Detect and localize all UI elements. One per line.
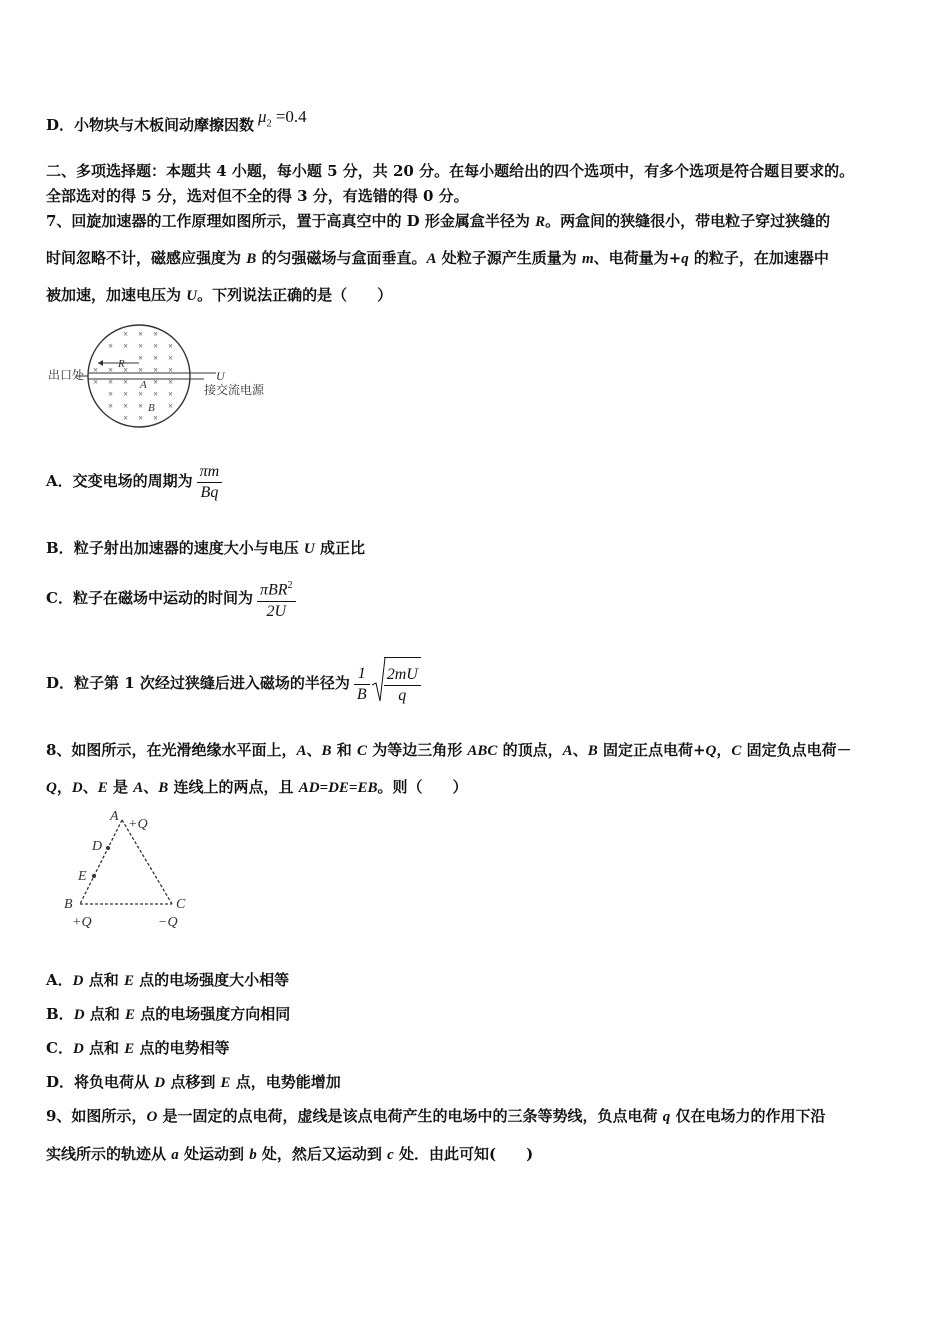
field-cross: × xyxy=(123,329,129,339)
exit-label: 出口处 xyxy=(48,368,85,382)
q7-option-d: D．粒子第 1 次经过狭缝后进入磁场的半径为 $\frac{1}{B}$ $\frac{2mU}{q}$ xyxy=(46,656,421,710)
field-cross: × xyxy=(153,341,159,351)
vertex-B-charge: +Q xyxy=(72,915,92,930)
ac-source-label: 接交流电源 xyxy=(204,383,265,397)
field-cross: × xyxy=(138,353,144,363)
point-D xyxy=(106,846,110,850)
field-cross: × xyxy=(168,401,174,411)
field-cross: × xyxy=(138,401,144,411)
q8-option-d: D．将负电荷从 D 点移到 E 点，电势能增加 xyxy=(46,1073,341,1091)
triangle-figure xyxy=(46,808,206,938)
radius-sqrt: $\frac{2mU}{q}$ xyxy=(372,657,421,712)
q7-option-b: B．粒子射出加速器的速度大小与电压 U 成正比 xyxy=(46,539,365,557)
vertex-C-label: C xyxy=(176,897,186,912)
field-cross: × xyxy=(138,341,144,351)
field-cross: × xyxy=(123,389,129,399)
B-label: B xyxy=(148,402,155,414)
field-cross: × xyxy=(138,413,144,423)
field-cross: × xyxy=(93,365,99,375)
field-cross: × xyxy=(138,365,144,375)
point-E-label: E xyxy=(78,869,87,884)
U-label: U xyxy=(216,369,225,383)
field-cross: × xyxy=(108,365,114,375)
q7-stem-line1: 7、回旋加速器的工作原理如图所示，置于高真空中的 D 形金属盒半径为 R。两盒间的狭缝很小，带电粒子穿过狭缝的 xyxy=(46,212,831,230)
field-cross: × xyxy=(93,377,99,387)
field-cross: × xyxy=(168,353,174,363)
vertex-C-charge: −Q xyxy=(158,915,178,930)
radius-arrow-head xyxy=(98,360,103,366)
q7-stem-line3: 被加速，加速电压为 U。下列说法正确的是（ ） xyxy=(46,286,393,304)
mu2-formula: $\mu_2 =0.4$ xyxy=(258,107,307,130)
field-cross: × xyxy=(168,389,174,399)
radius-fraction: $\frac{1}{B}$ xyxy=(354,664,370,705)
q8-option-a: A．D 点和 E 点的电场强度大小相等 xyxy=(46,971,290,989)
point-E xyxy=(92,874,96,878)
field-cross: × xyxy=(138,329,144,339)
vertex-B-label: B xyxy=(64,897,73,912)
q8-option-b: B．D 点和 E 点的电场强度方向相同 xyxy=(46,1005,291,1023)
field-cross: × xyxy=(108,341,114,351)
q9-stem-line2: 实线所示的轨迹从 a 处运动到 b 处，然后又运动到 c 处．由此可知( ) xyxy=(46,1145,534,1163)
field-cross: × xyxy=(153,353,159,363)
field-cross: × xyxy=(168,377,174,387)
q9-stem-line1: 9、如图所示，O 是一固定的点电荷，虚线是该点电荷产生的电场中的三条等势线，负点电荷 q 仅在电场力的作用下沿 xyxy=(46,1107,826,1125)
field-cross: × xyxy=(123,401,129,411)
field-cross: × xyxy=(168,341,174,351)
period-fraction: $\frac{\pi m}{Bq}$ xyxy=(197,462,223,503)
side-AB xyxy=(80,820,122,904)
field-cross: × xyxy=(153,389,159,399)
field-cross: × xyxy=(123,341,129,351)
vertex-A-label: A xyxy=(110,809,119,824)
field-cross: × xyxy=(123,365,129,375)
field-cross: × xyxy=(153,365,159,375)
point-D-label: D xyxy=(92,839,103,854)
q8-stem-line2: Q，D、E 是 A、B 连线上的两点，且 AD=DE=EB。则（ ） xyxy=(46,778,468,796)
section-2-heading: 二、多项选择题：本题共 4 小题，每小题 5 分，共 20 分。在每小题给出的四个选项中，有多个选项是符合题目要求的。 xyxy=(46,162,855,180)
field-cross: × xyxy=(168,365,174,375)
q7-stem-line2: 时间忽略不计，磁感应强度为 B 的匀强磁场与盒面垂直。A 处粒子源产生质量为 m、电荷量为+q 的粒子，在加速器中 xyxy=(46,249,829,267)
field-cross: × xyxy=(153,377,159,387)
field-cross: × xyxy=(123,377,129,387)
q7-option-a: A．交变电场的周期为 $\frac{\pi m}{Bq}$ xyxy=(46,458,222,504)
cyclotron-figure xyxy=(46,318,286,436)
q7-option-c: C．粒子在磁场中运动的时间为 $\frac{\pi BR^2}{2U}$ xyxy=(46,575,296,621)
q8-stem-line1: 8、如图所示，在光滑绝缘水平面上，A、B 和 C 为等边三角形 ABC 的顶点，A、B 固定正点电荷+Q，C 固定负点电荷－ xyxy=(46,741,852,759)
field-cross: × xyxy=(123,413,129,423)
section-2-scoring: 全部选对的得 5 分，选对但不全的得 3 分，有选错的得 0 分。 xyxy=(46,187,469,205)
field-cross: × xyxy=(138,389,144,399)
A-label: A xyxy=(140,379,147,391)
side-AC xyxy=(122,820,172,904)
field-cross: × xyxy=(153,413,159,423)
field-cross: × xyxy=(108,377,114,387)
q6-option-d: D．小物块与木板间动摩擦因数 $\mu_2 =0.4$ xyxy=(46,107,307,134)
time-fraction: $\frac{\pi BR^2}{2U}$ xyxy=(257,576,296,621)
field-cross: × xyxy=(108,401,114,411)
field-cross: × xyxy=(108,389,114,399)
R-label: R xyxy=(118,358,125,370)
field-cross: × xyxy=(153,329,159,339)
magnetic-field-crosses xyxy=(93,329,173,423)
q8-option-c: C．D 点和 E 点的电势相等 xyxy=(46,1039,230,1057)
vertex-A-charge: +Q xyxy=(128,817,148,832)
